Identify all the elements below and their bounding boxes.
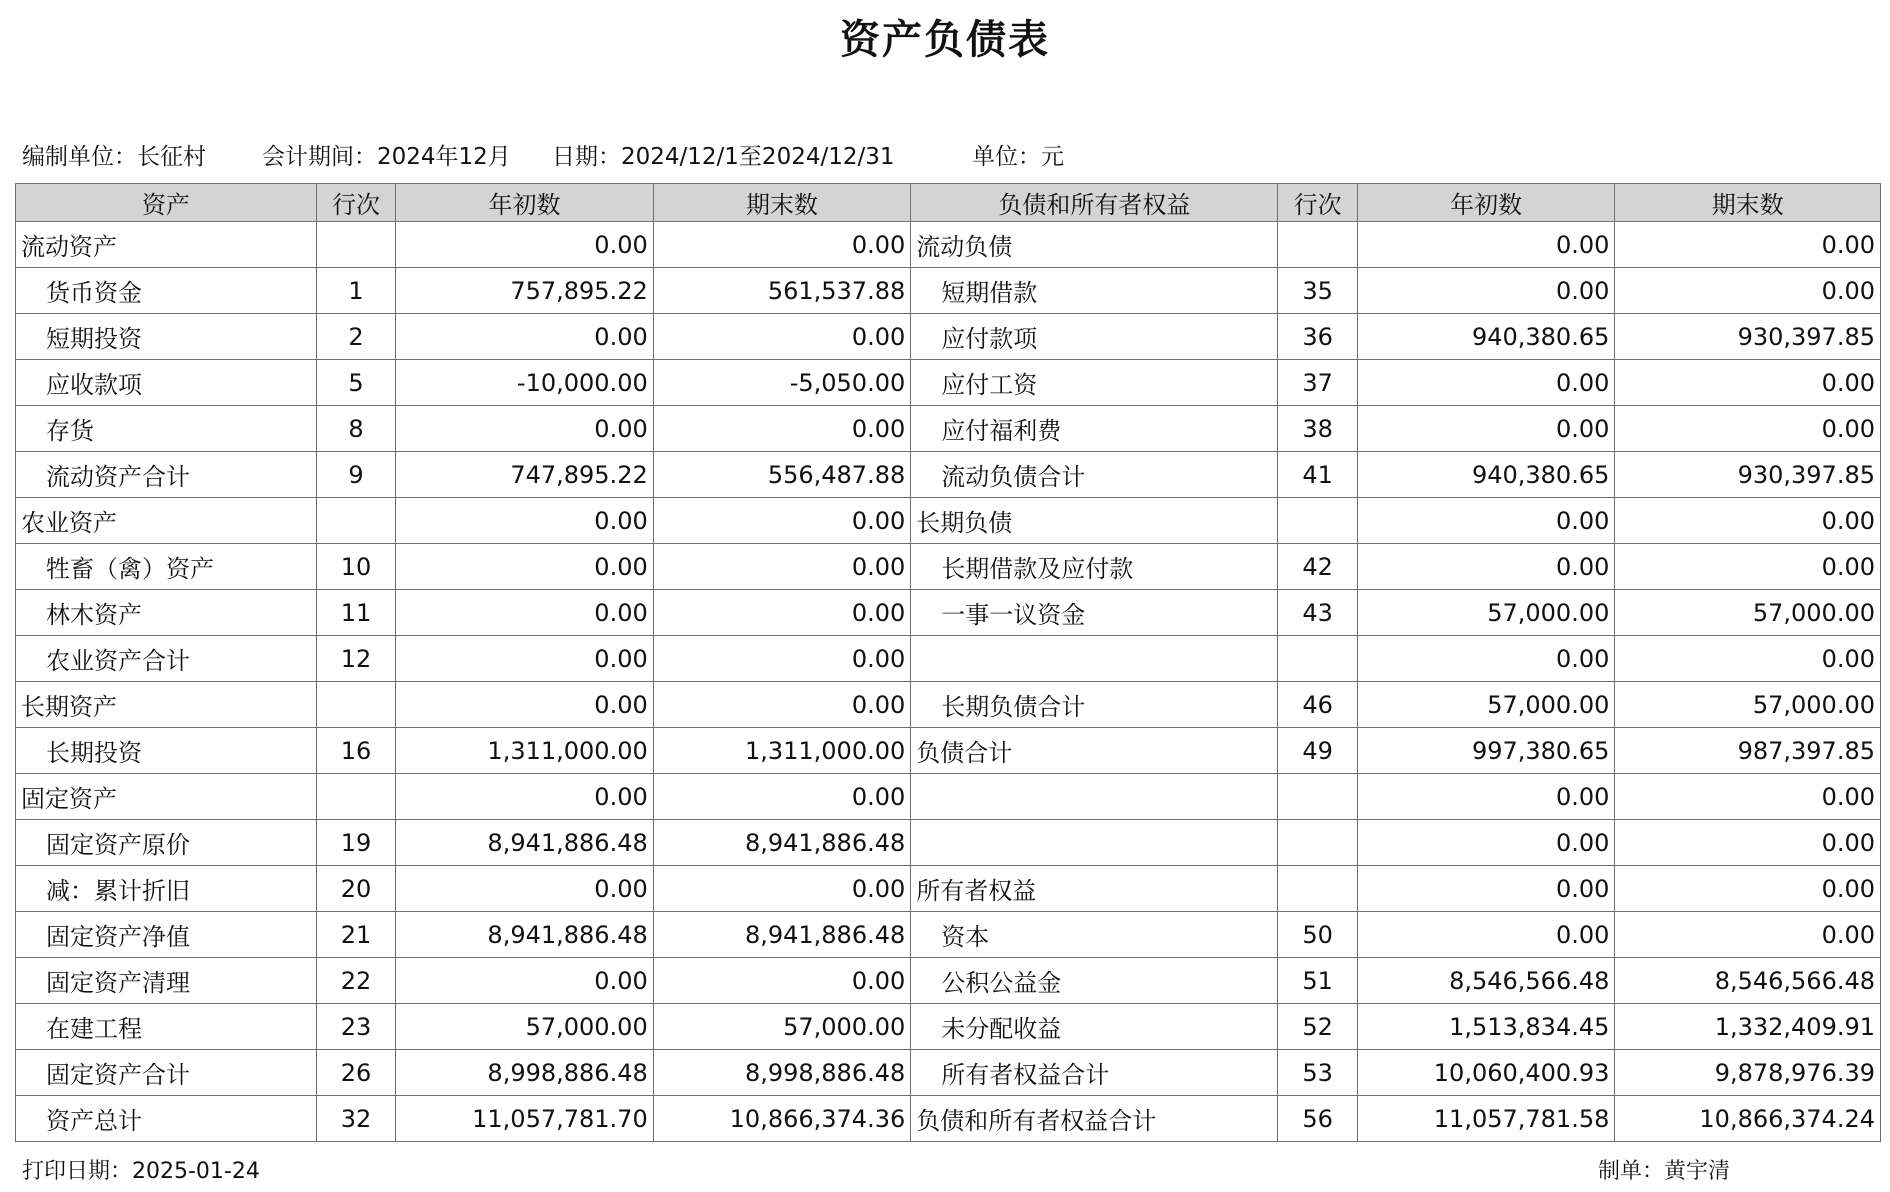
table-row	[16, 590, 1881, 636]
liability-line-no: 50	[1278, 912, 1357, 958]
asset-end-value: 8,941,886.48	[653, 820, 911, 866]
liability-end-value: 0.00	[1615, 360, 1881, 406]
asset-begin-value: 757,895.22	[396, 268, 654, 314]
liability-line-no: 53	[1278, 1050, 1357, 1096]
table-row	[16, 912, 1881, 958]
asset-line-no: 23	[316, 1004, 395, 1050]
header-end-liability: 期末数	[1615, 184, 1881, 222]
header-liability: 负债和所有者权益	[911, 184, 1278, 222]
asset-end-value: 0.00	[653, 222, 911, 268]
liability-name: 一事一议资金	[911, 590, 1278, 636]
liability-name: 流动负债合计	[911, 452, 1278, 498]
asset-begin-value: 0.00	[396, 222, 654, 268]
liability-name: 所有者权益	[911, 866, 1278, 912]
liability-begin-value: 0.00	[1357, 820, 1615, 866]
table-row	[16, 636, 1881, 682]
liability-line-no: 37	[1278, 360, 1357, 406]
asset-name: 流动资产	[16, 222, 317, 268]
meta-org: 编制单位：长征村	[22, 144, 206, 170]
asset-end-value: 10,866,374.36	[653, 1096, 911, 1142]
liability-end-value: 930,397.85	[1615, 452, 1881, 498]
liability-name	[911, 774, 1278, 820]
liability-line-no: 46	[1278, 682, 1357, 728]
asset-begin-value: 8,941,886.48	[396, 820, 654, 866]
liability-begin-value: 0.00	[1357, 406, 1615, 452]
liability-end-value: 930,397.85	[1615, 314, 1881, 360]
asset-line-no: 2	[316, 314, 395, 360]
liability-name	[911, 820, 1278, 866]
header-end-asset: 期末数	[653, 184, 911, 222]
liability-end-value: 0.00	[1615, 866, 1881, 912]
liability-name: 长期负债	[911, 498, 1278, 544]
asset-name: 固定资产原价	[16, 820, 317, 866]
asset-end-value: 57,000.00	[653, 1004, 911, 1050]
liability-end-value: 0.00	[1615, 544, 1881, 590]
asset-line-no: 1	[316, 268, 395, 314]
asset-end-value: 0.00	[653, 866, 911, 912]
liability-name: 短期借款	[911, 268, 1278, 314]
liability-begin-value: 997,380.65	[1357, 728, 1615, 774]
asset-line-no	[316, 774, 395, 820]
liability-line-no: 42	[1278, 544, 1357, 590]
asset-line-no: 19	[316, 820, 395, 866]
liability-begin-value: 0.00	[1357, 268, 1615, 314]
liability-name	[911, 636, 1278, 682]
asset-end-value: 0.00	[653, 544, 911, 590]
asset-line-no	[316, 682, 395, 728]
asset-line-no: 21	[316, 912, 395, 958]
asset-line-no: 10	[316, 544, 395, 590]
liability-begin-value: 0.00	[1357, 774, 1615, 820]
liability-name: 长期借款及应付款	[911, 544, 1278, 590]
asset-name: 在建工程	[16, 1004, 317, 1050]
asset-end-value: 0.00	[653, 774, 911, 820]
table-row	[16, 1050, 1881, 1096]
asset-name: 林木资产	[16, 590, 317, 636]
asset-line-no: 16	[316, 728, 395, 774]
liability-begin-value: 0.00	[1357, 222, 1615, 268]
preparer: 制单：黄宇清	[1598, 1159, 1731, 1184]
liability-name: 资本	[911, 912, 1278, 958]
liability-begin-value: 57,000.00	[1357, 682, 1615, 728]
table-row	[16, 728, 1881, 774]
table-row	[16, 222, 1881, 268]
liability-line-no: 36	[1278, 314, 1357, 360]
liability-end-value: 57,000.00	[1615, 590, 1881, 636]
table-body	[16, 222, 1881, 1142]
liability-name: 负债和所有者权益合计	[911, 1096, 1278, 1142]
asset-begin-value: 0.00	[396, 498, 654, 544]
asset-end-value: -5,050.00	[653, 360, 911, 406]
asset-name: 农业资产合计	[16, 636, 317, 682]
liability-name: 应付款项	[911, 314, 1278, 360]
asset-end-value: 0.00	[653, 682, 911, 728]
liability-line-no	[1278, 866, 1357, 912]
liability-name: 流动负债	[911, 222, 1278, 268]
asset-end-value: 0.00	[653, 636, 911, 682]
balance-sheet-table	[15, 183, 1881, 1142]
table-row	[16, 268, 1881, 314]
header-line-liability: 行次	[1278, 184, 1357, 222]
liability-line-no	[1278, 498, 1357, 544]
table-row	[16, 360, 1881, 406]
liability-line-no: 56	[1278, 1096, 1357, 1142]
asset-line-no: 9	[316, 452, 395, 498]
liability-end-value: 0.00	[1615, 774, 1881, 820]
liability-end-value: 0.00	[1615, 498, 1881, 544]
asset-name: 固定资产合计	[16, 1050, 317, 1096]
liability-line-no	[1278, 820, 1357, 866]
asset-begin-value: -10,000.00	[396, 360, 654, 406]
table-row	[16, 1004, 1881, 1050]
asset-begin-value: 0.00	[396, 682, 654, 728]
meta-currency: 单位：元	[972, 144, 1064, 170]
liability-begin-value: 0.00	[1357, 360, 1615, 406]
liability-end-value: 0.00	[1615, 268, 1881, 314]
asset-line-no: 12	[316, 636, 395, 682]
table-row	[16, 774, 1881, 820]
asset-name: 存货	[16, 406, 317, 452]
liability-end-value: 0.00	[1615, 820, 1881, 866]
liability-begin-value: 0.00	[1357, 912, 1615, 958]
asset-name: 减：累计折旧	[16, 866, 317, 912]
table-row	[16, 314, 1881, 360]
liability-name: 负债合计	[911, 728, 1278, 774]
header-begin-liability: 年初数	[1357, 184, 1615, 222]
liability-end-value: 8,546,566.48	[1615, 958, 1881, 1004]
asset-name: 流动资产合计	[16, 452, 317, 498]
asset-begin-value: 0.00	[396, 866, 654, 912]
liability-line-no: 41	[1278, 452, 1357, 498]
liability-line-no: 52	[1278, 1004, 1357, 1050]
asset-name: 货币资金	[16, 268, 317, 314]
header-begin-asset: 年初数	[396, 184, 654, 222]
liability-end-value: 0.00	[1615, 912, 1881, 958]
liability-end-value: 0.00	[1615, 222, 1881, 268]
liability-end-value: 10,866,374.24	[1615, 1096, 1881, 1142]
liability-line-no	[1278, 774, 1357, 820]
asset-end-value: 556,487.88	[653, 452, 911, 498]
table-row	[16, 544, 1881, 590]
table-row	[16, 820, 1881, 866]
asset-begin-value: 1,311,000.00	[396, 728, 654, 774]
liability-begin-value: 10,060,400.93	[1357, 1050, 1615, 1096]
asset-begin-value: 8,941,886.48	[396, 912, 654, 958]
asset-end-value: 8,941,886.48	[653, 912, 911, 958]
asset-line-no: 8	[316, 406, 395, 452]
asset-name: 农业资产	[16, 498, 317, 544]
table-row	[16, 866, 1881, 912]
liability-begin-value: 0.00	[1357, 866, 1615, 912]
liability-end-value: 9,878,976.39	[1615, 1050, 1881, 1096]
asset-name: 固定资产	[16, 774, 317, 820]
asset-begin-value: 0.00	[396, 314, 654, 360]
table-row	[16, 682, 1881, 728]
asset-begin-value: 0.00	[396, 406, 654, 452]
table-row	[16, 498, 1881, 544]
liability-line-no: 38	[1278, 406, 1357, 452]
liability-name: 长期负债合计	[911, 682, 1278, 728]
liability-begin-value: 1,513,834.45	[1357, 1004, 1615, 1050]
asset-end-value: 561,537.88	[653, 268, 911, 314]
liability-begin-value: 940,380.65	[1357, 314, 1615, 360]
asset-name: 资产总计	[16, 1096, 317, 1142]
liability-end-value: 987,397.85	[1615, 728, 1881, 774]
liability-begin-value: 8,546,566.48	[1357, 958, 1615, 1004]
asset-begin-value: 0.00	[396, 590, 654, 636]
asset-line-no	[316, 222, 395, 268]
asset-begin-value: 747,895.22	[396, 452, 654, 498]
asset-line-no: 20	[316, 866, 395, 912]
liability-begin-value: 0.00	[1357, 544, 1615, 590]
asset-begin-value: 0.00	[396, 636, 654, 682]
liability-line-no: 49	[1278, 728, 1357, 774]
asset-end-value: 8,998,886.48	[653, 1050, 911, 1096]
liability-name: 未分配收益	[911, 1004, 1278, 1050]
report-title: 资产负债表	[840, 17, 1050, 63]
asset-line-no: 26	[316, 1050, 395, 1096]
liability-name: 应付福利费	[911, 406, 1278, 452]
table-row	[16, 452, 1881, 498]
asset-name: 固定资产清理	[16, 958, 317, 1004]
liability-line-no: 51	[1278, 958, 1357, 1004]
liability-end-value: 0.00	[1615, 636, 1881, 682]
asset-line-no: 22	[316, 958, 395, 1004]
asset-end-value: 0.00	[653, 406, 911, 452]
asset-name: 固定资产净值	[16, 912, 317, 958]
table-row	[16, 406, 1881, 452]
asset-begin-value: 11,057,781.70	[396, 1096, 654, 1142]
asset-end-value: 0.00	[653, 498, 911, 544]
asset-name: 长期投资	[16, 728, 317, 774]
liability-line-no	[1278, 636, 1357, 682]
table-row	[16, 958, 1881, 1004]
liability-line-no: 35	[1278, 268, 1357, 314]
asset-begin-value: 57,000.00	[396, 1004, 654, 1050]
liability-begin-value: 0.00	[1357, 636, 1615, 682]
asset-end-value: 0.00	[653, 314, 911, 360]
asset-begin-value: 0.00	[396, 958, 654, 1004]
liability-begin-value: 57,000.00	[1357, 590, 1615, 636]
asset-name: 短期投资	[16, 314, 317, 360]
print-date: 打印日期：2025-01-24	[22, 1159, 260, 1184]
asset-line-no: 5	[316, 360, 395, 406]
asset-name: 长期资产	[16, 682, 317, 728]
asset-name: 应收款项	[16, 360, 317, 406]
meta-period: 会计期间：2024年12月	[262, 144, 511, 170]
asset-line-no	[316, 498, 395, 544]
header-line-asset: 行次	[316, 184, 395, 222]
asset-begin-value: 0.00	[396, 544, 654, 590]
liability-begin-value: 11,057,781.58	[1357, 1096, 1615, 1142]
asset-name: 牲畜（禽）资产	[16, 544, 317, 590]
liability-end-value: 1,332,409.91	[1615, 1004, 1881, 1050]
liability-name: 应付工资	[911, 360, 1278, 406]
table-header-row	[16, 184, 1881, 222]
asset-line-no: 11	[316, 590, 395, 636]
liability-line-no	[1278, 222, 1357, 268]
asset-line-no: 32	[316, 1096, 395, 1142]
liability-begin-value: 940,380.65	[1357, 452, 1615, 498]
liability-begin-value: 0.00	[1357, 498, 1615, 544]
asset-end-value: 0.00	[653, 590, 911, 636]
header-asset: 资产	[16, 184, 317, 222]
asset-end-value: 0.00	[653, 958, 911, 1004]
liability-name: 公积公益金	[911, 958, 1278, 1004]
asset-end-value: 1,311,000.00	[653, 728, 911, 774]
liability-name: 所有者权益合计	[911, 1050, 1278, 1096]
liability-line-no: 43	[1278, 590, 1357, 636]
asset-begin-value: 8,998,886.48	[396, 1050, 654, 1096]
meta-date: 日期：2024/12/1至2024/12/31	[552, 144, 895, 170]
liability-end-value: 0.00	[1615, 406, 1881, 452]
liability-end-value: 57,000.00	[1615, 682, 1881, 728]
table-row	[16, 1096, 1881, 1142]
asset-begin-value: 0.00	[396, 774, 654, 820]
